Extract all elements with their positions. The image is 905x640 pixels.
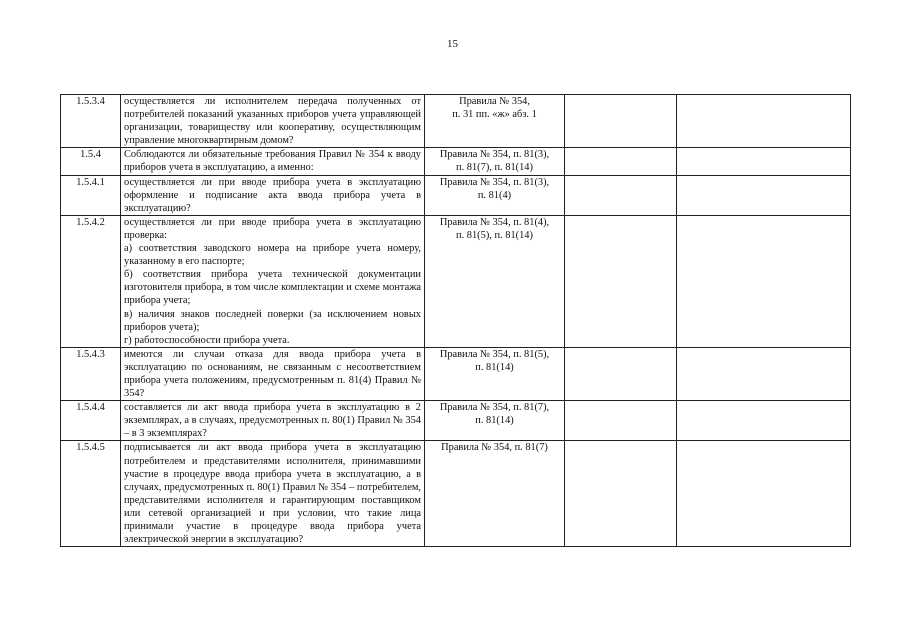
table-row xyxy=(61,175,851,215)
question-paragraph: б) соответствия прибора учета технической документации изготовителя прибора, в том числе комплектации и схеме монтажа прибора учета; xyxy=(124,269,421,307)
checklist-table xyxy=(60,94,851,547)
table-row xyxy=(61,401,851,441)
table-row xyxy=(61,347,851,400)
reference-line: Правила № 354, п. 81(4), xyxy=(439,216,550,228)
question-paragraph: г) работоспособности прибора учета. xyxy=(124,334,290,346)
reference-line: п. 31 пп. «ж» абз. 1 xyxy=(452,109,537,121)
question-paragraph: а) соответствия заводского номера на приборе учета номеру, указанному в его паспорте; xyxy=(124,243,421,268)
reference-line: п. 81(14) xyxy=(475,361,514,373)
table-row xyxy=(61,148,851,175)
regulation-reference xyxy=(425,95,565,148)
regulation-reference xyxy=(425,441,565,547)
regulation-reference xyxy=(425,401,565,441)
item-number: 1.5.4.1 xyxy=(61,175,121,215)
answer-cell xyxy=(565,441,677,547)
item-number: 1.5.3.4 xyxy=(61,95,121,148)
reference-line: Правила № 354, п. 81(3), xyxy=(439,176,550,188)
question-paragraph: составляется ли акт ввода прибора учета в эксплуатацию в 2 экземплярах, а в случаях, предусмотренных п. 80(1) Правил № 354 – в 3 экземплярах? xyxy=(124,402,421,440)
table-row xyxy=(61,95,851,148)
question-paragraph: Соблюдаются ли обязательные требования Правил № 354 к вводу приборов учета в эксплуатацию, а именно: xyxy=(124,149,421,174)
requirement-question xyxy=(121,215,425,347)
notes-cell xyxy=(677,215,851,347)
regulation-reference xyxy=(425,148,565,175)
requirement-question xyxy=(121,347,425,400)
table-row xyxy=(61,441,851,547)
regulation-reference xyxy=(425,347,565,400)
question-paragraph: подписывается ли акт ввода прибора учета в эксплуатацию потребителем и представителями исполнителя, принимавшими участие в процедуре ввода прибора учета в эксплуатацию, а в случаях, предусмотренных п. 80(1) Правил № 354 – потребителем, представителями исполнителя и гарантирующим поставщиком или сетевой организацией и при условии, что такие лица принимали участие в процедуре ввода прибора учета электрической энергии в эксплуатацию? xyxy=(124,442,421,546)
notes-cell xyxy=(677,148,851,175)
notes-cell xyxy=(677,347,851,400)
regulation-reference xyxy=(425,215,565,347)
reference-line: п. 81(5), п. 81(14) xyxy=(456,229,533,241)
notes-cell xyxy=(677,175,851,215)
answer-cell xyxy=(565,401,677,441)
reference-line: п. 81(7), п. 81(14) xyxy=(456,162,533,174)
question-paragraph: осуществляется ли при вводе прибора учета в эксплуатацию оформление и подписание акта ввода прибора учета в эксплуатацию? xyxy=(124,176,421,214)
reference-line: п. 81(4) xyxy=(477,189,512,201)
requirement-question xyxy=(121,441,425,547)
reference-line: п. 81(14) xyxy=(475,415,514,427)
notes-cell xyxy=(677,441,851,547)
answer-cell xyxy=(565,175,677,215)
item-number: 1.5.4 xyxy=(61,148,121,175)
question-paragraph: осуществляется ли при вводе прибора учета в эксплуатацию проверка: xyxy=(124,216,421,241)
answer-cell xyxy=(565,148,677,175)
requirement-question xyxy=(121,401,425,441)
answer-cell xyxy=(565,95,677,148)
requirement-question xyxy=(121,95,425,148)
item-number: 1.5.4.5 xyxy=(61,441,121,547)
reference-line: Правила № 354, п. 81(7) xyxy=(441,442,548,454)
answer-cell xyxy=(565,215,677,347)
reference-line: Правила № 354, п. 81(3), xyxy=(439,149,550,161)
page-number: 15 xyxy=(447,38,458,50)
requirement-question xyxy=(121,148,425,175)
notes-cell xyxy=(677,95,851,148)
notes-cell xyxy=(677,401,851,441)
checklist-body xyxy=(61,95,851,547)
regulation-reference xyxy=(425,175,565,215)
question-paragraph: осуществляется ли исполнителем передача полученных от потребителей показаний указанных приборов учета управляющей организации, товариществу или кооперативу, осуществляющим управление многоквартирным домом? xyxy=(124,96,421,147)
table-row xyxy=(61,215,851,347)
requirement-question xyxy=(121,175,425,215)
question-paragraph: имеются ли случаи отказа для ввода прибора учета в эксплуатацию по основаниям, не связанным с несоответствием прибора учета положениям, предусмотренным п. 81(4) Правил № 354? xyxy=(124,348,421,400)
item-number: 1.5.4.4 xyxy=(61,401,121,441)
reference-line: Правила № 354, п. 81(5), xyxy=(439,348,550,360)
item-number: 1.5.4.3 xyxy=(61,347,121,400)
answer-cell xyxy=(565,347,677,400)
item-number: 1.5.4.2 xyxy=(61,215,121,347)
reference-line: Правила № 354, п. 81(7), xyxy=(439,402,550,414)
reference-line: Правила № 354, xyxy=(459,96,530,107)
question-paragraph: в) наличия знаков последней поверки (за исключением новых приборов учета); xyxy=(124,308,421,333)
